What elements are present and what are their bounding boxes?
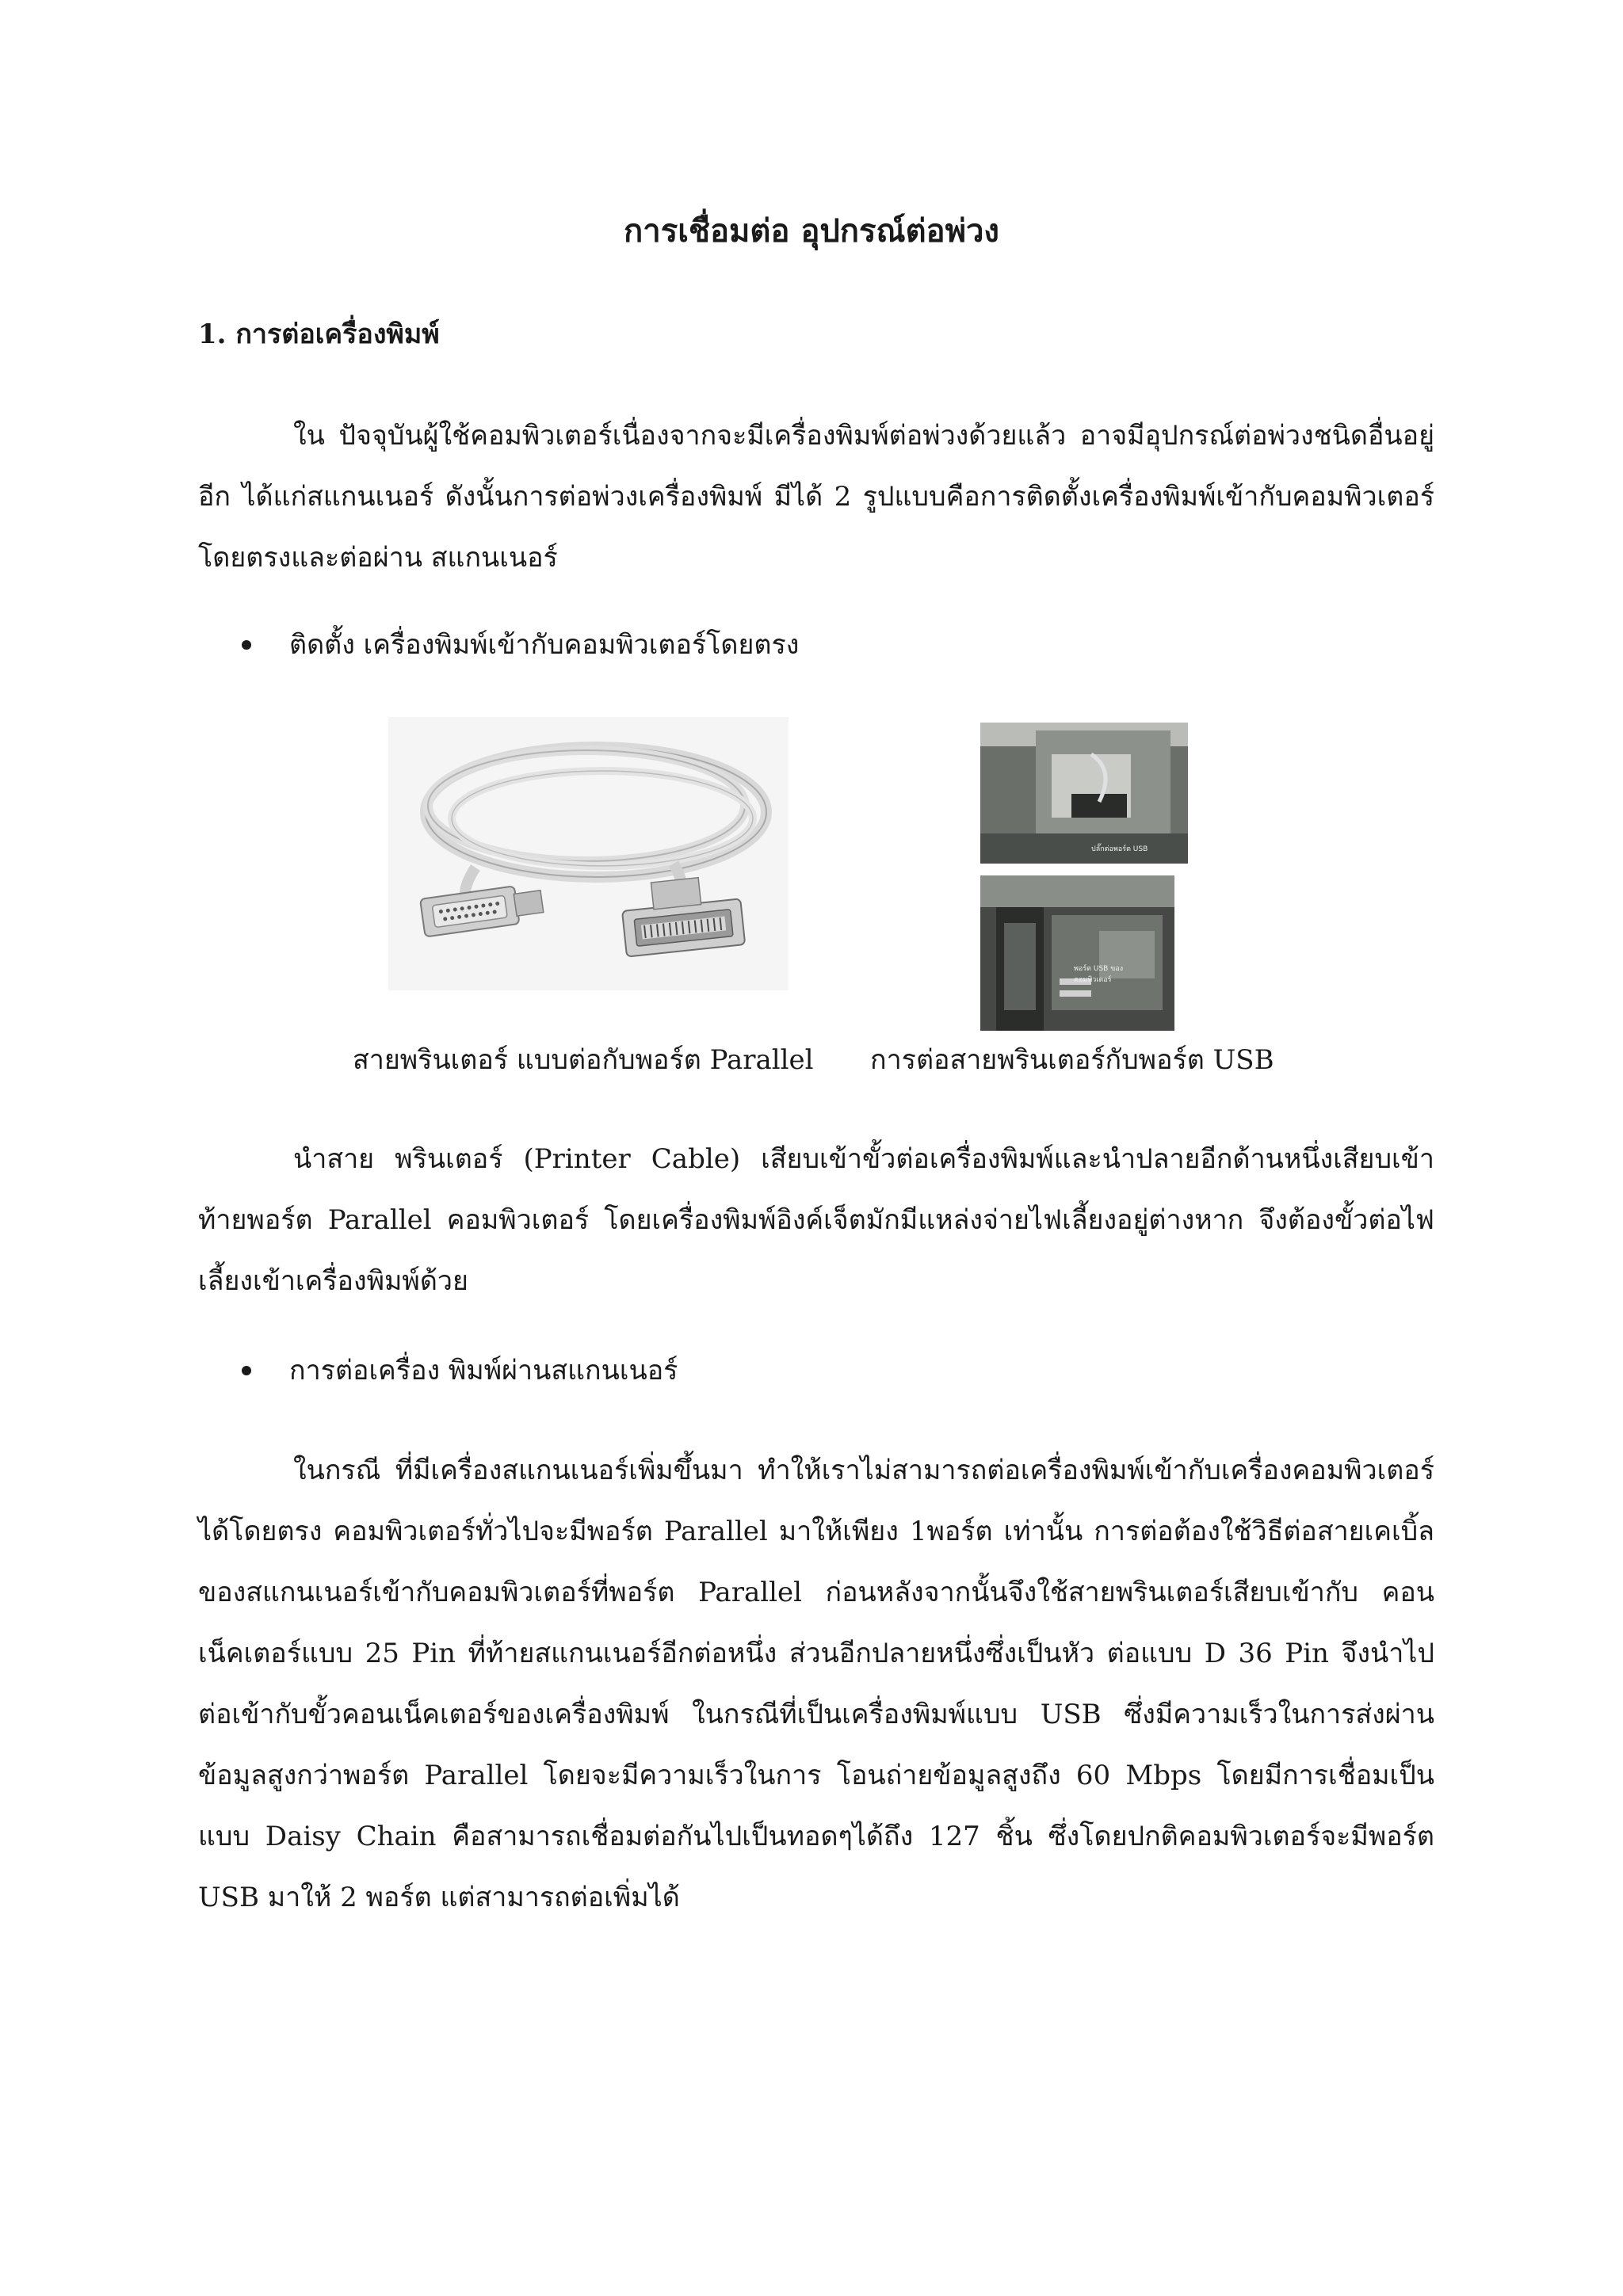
usb-plug-photo bbox=[980, 723, 1188, 864]
intro-paragraph-text: ใน ปัจจุบันผู้ใช้คอมพิวเตอร์เนื่องจากจะมีเครื่องพิมพ์ต่อพ่วงด้วยแล้ว อาจมีอุปกรณ์ต่อพ่วงชนิดอื่นอยู่อีก ได้แก่สแกนเนอร์ ดังนั้นการต่อพ่วงเครื่องพิมพ์ มีได้ 2 รูปแบบคือการติดตั้งเครื่องพิมพ์เข้ากับคอมพิวเตอร์โดยตรงและต่อผ่าน สแกนเนอร์ bbox=[198, 420, 1434, 574]
caption-usb: การต่อสายพรินเตอร์กับพอร์ต USB bbox=[870, 1044, 1274, 1076]
paragraph-printer-cable-text: นำสาย พรินเตอร์ (Printer Cable) เสียบเข้าขั้วต่อเครื่องพิมพ์และนำปลายอีกด้านหนึ่งเสียบเข้าท้ายพอร์ต Parallel คอมพิวเตอร์ โดยเครื่องพิมพ์อิงค์เจ็ตมักมีแหล่งจ่ายไฟเลี้ยงอยู่ต่างหาก จึงต้องขั้วต่อไฟเลี้ยงเข้าเครื่องพิมพ์ด้วย bbox=[198, 1143, 1434, 1297]
bullet-scanner-connection bbox=[242, 1347, 678, 1394]
usb-port-photo-label-2: คอมพิวเตอร์ bbox=[1074, 976, 1112, 984]
bullet-text: การต่อเครื่อง พิมพ์ผ่านสแกนเนอร์ bbox=[289, 1355, 678, 1386]
bullet-dot-icon bbox=[242, 1366, 251, 1375]
document-title: การเชื่อมต่อ อุปกรณ์ต่อพ่วง bbox=[624, 212, 999, 250]
usb-plug-photo-label: ปลั๊กต่อพอร์ต USB bbox=[1091, 845, 1148, 853]
section-heading: 1. การต่อเครื่องพิมพ์ bbox=[198, 318, 440, 350]
paragraph-scanner-text: ในกรณี ที่มีเครื่องสแกนเนอร์เพิ่มขึ้นมา ทำให้เราไม่สามารถต่อเครื่องพิมพ์เข้ากับเครื่องคอมพิวเตอร์ได้โดยตรง คอมพิวเตอร์ทั่วไปจะมีพอร์ต Parallel มาให้เพียง 1พอร์ต เท่านั้น การต่อต้องใช้วิธีต่อสายเคเบิ้ลของสแกนเนอร์เข้ากับคอมพิวเตอร์ที่พอร์ต Parallel ก่อนหลังจากนั้นจึงใช้สายพรินเตอร์เสียบเข้ากับ คอนเน็คเตอร์แบบ 25 Pin ที่ท้ายสแกนเนอร์อีกต่อหนึ่ง ส่วนอีกปลายหนึ่งซึ่งเป็นหัว ต่อแบบ D 36 Pin จึงนำไปต่อเข้ากับขั้วคอนเน็คเตอร์ของเครื่องพิมพ์ ในกรณีที่เป็นเครื่องพิมพ์แบบ USB ซึ่งมีความเร็วในการส่งผ่านข้อมูลสูงกว่าพอร์ต Parallel โดยจะมีความเร็วในการ โอนถ่ายข้อมูลสูงถึง 60 Mbps โดยมีการเชื่อมเป็นแบบ Daisy Chain คือสามารถเชื่อมต่อกันไปเป็นทอดๆได้ถึง 127 ชิ้น ซึ่งโดยปกติคอมพิวเตอร์จะมีพอร์ต USB มาให้ 2 พอร์ต แต่สามารถต่อเพิ่มได้ bbox=[198, 1455, 1434, 1913]
paragraph-printer-cable bbox=[198, 1129, 1434, 1312]
usb-port-photo-label-1: พอร์ต USB ของ bbox=[1074, 965, 1124, 973]
usb-port-photo bbox=[980, 875, 1174, 1031]
bullet-dot-icon bbox=[242, 640, 251, 650]
bullet-direct-connection bbox=[242, 621, 799, 669]
caption-parallel: สายพรินเตอร์ แบบต่อกับพอร์ต Parallel bbox=[353, 1044, 814, 1076]
printer-cable-image bbox=[388, 717, 789, 990]
paragraph-scanner bbox=[198, 1440, 1434, 1928]
bullet-text: ติดตั้ง เครื่องพิมพ์เข้ากับคอมพิวเตอร์โดยตรง bbox=[289, 629, 800, 661]
intro-paragraph bbox=[198, 406, 1434, 589]
